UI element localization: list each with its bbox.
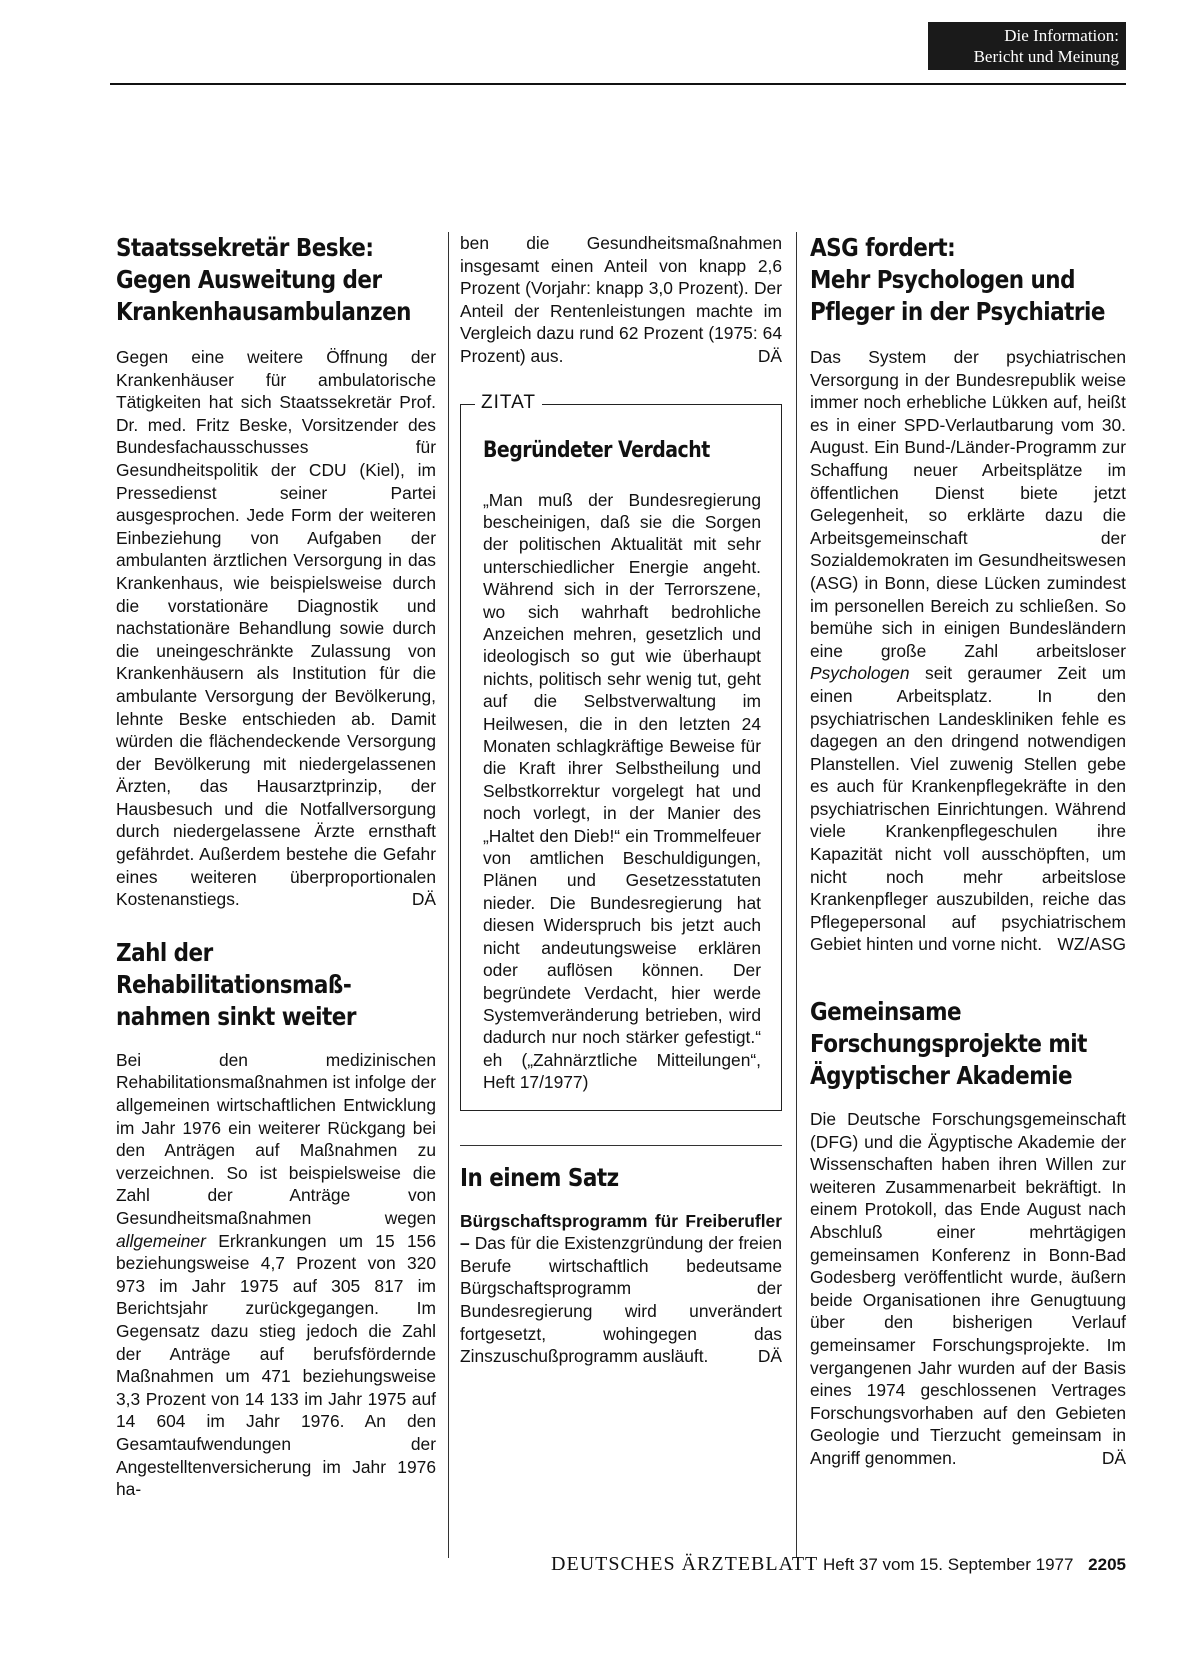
article-asg bbox=[810, 232, 1126, 956]
article-reha-body: Bei den medizinischen Rehabilitationsmaßnahmen ist infolge der allgemeinen wirtschaftlichen Entwicklung im Jahr 1976 ein weiterer Rückgang bei den Anträgen auf Maßnahmen zu verzeichnen. So ist beispielsweise die Zahl der Anträge von Gesundheitsmaßnahmen wegen allgemeiner Erkrankungen um 15 156 beziehungsweise 4,7 Prozent von 320 973 im Jahr 1975 auf 305 817 im Berichtsjahr zurückgegangen. Im Gegensatz dazu stieg jedoch die Zahl der Anträge auf berufsfördernde Maßnahmen um 471 beziehungsweise 3,3 Prozent von 14 133 im Jahr 1975 auf 14 604 im Jahr 1976. An den Gesamtaufwendungen der Angestelltenversicherung im Jahr 1976 ha- bbox=[116, 1049, 436, 1500]
column-2 bbox=[460, 232, 782, 1368]
article-asg-byline: WZ/ASG bbox=[1057, 934, 1126, 955]
column-divider-2 bbox=[796, 232, 797, 1558]
article-dfg-body: Die Deutsche Forschungsgemeinschaft (DFG) und die Ägyptische Akademie der Wissenschaften haben ihren Willen zur weiteren Zusammenarbeit bekräftigt. In einem Protokoll, das Ende August nach Abschluß einer mehrtägigen gemeinsamen Konferenz in Bonn-Bad Godesberg veröffentlicht wurde, äußern beide Organisationen ihre Genugtuung über den bisherigen Verlauf gemeinsamer Forschungsprojekte. Im vergangenen Jahr wurden auf der Basis eines 1974 geschlossenen Vertrages Forschungsvorhaben auf den Gebieten Geologie und Tierzucht gemeinsam in Angriff genommen. DÄ bbox=[810, 1109, 1126, 1468]
article-dfg-byline: DÄ bbox=[1101, 1447, 1126, 1468]
zitat-headline: Begründeter Verdacht bbox=[483, 437, 710, 463]
article-reha-continued: ben die Gesundheitsmaßnahmen insgesamt einen Anteil von knapp 2,6 Prozent (Vorjahr: knapp 3,0 Prozent). Der Anteil der Rentenleistungen machte im Vergleich dazu rund 62 Prozent (1975: 64 Prozent) aus. DÄ bbox=[460, 233, 782, 366]
article-reha bbox=[116, 937, 436, 1501]
column-divider-1 bbox=[448, 232, 449, 1558]
page-number: 2205 bbox=[1088, 1555, 1126, 1574]
section-label-line-2: Bericht und Meinung bbox=[973, 47, 1119, 66]
article-beske-byline: DÄ bbox=[411, 889, 436, 910]
article-dfg-headline: Gemeinsame Forschungsprojekte mit Ägyptischer Akademie bbox=[810, 997, 1087, 1091]
article-dfg bbox=[810, 996, 1126, 1470]
satz-rule bbox=[460, 1145, 782, 1146]
article-beske-body: Gegen eine weitere Öffnung der Krankenhäuser für ambulatorische Tätigkeiten hat sich Staatssekretär Prof. Dr. med. Fritz Beske, Vorsitzender des Bundesfachausschusses für Gesundheitspolitik der CDU (Kiel), im Pressedienst seiner Partei ausgesprochen. Jede Form der weiteren Einbeziehung von Aufgaben der ambulanten ärztlichen Versorgung in das Krankenhaus, wie beispielsweise durch die vorstationäre Diagnostik und nachstationäre Behandlung sowie durch die uneingeschränkte Zulassung von Krankenhäusern als Institution für die ambulante Versorgung der Bevölkerung, lehnte Beske entschieden ab. Damit würden die flächendeckende Versorgung der Bevölkerung mit niedergelassenen Ärzten, das Hausarztprinzip, der Hausbesuch und die Notfallversorgung durch niedergelassene Ärzte ernsthaft gefährdet. Außerdem bestehe die Gefahr eines weiteren überproportionalen Kostenanstiegs. DÄ bbox=[116, 347, 436, 910]
header-rule bbox=[110, 83, 1126, 85]
satz-byline: DÄ bbox=[757, 1346, 782, 1367]
section-label bbox=[928, 22, 1126, 70]
satz-body: Bürgschaftsprogramm für Freiberufler – Das für die Existenzgründung der freien Berufe wirtschaftlich bedeutsame Bürgschaftsprogramm der Bundesregierung wird unverändert fortgesetzt, wohingegen das Zinszuschußprogramm ausläuft. DÄ bbox=[460, 1210, 782, 1367]
section-label-line-1: Die Information: bbox=[1004, 26, 1119, 45]
zitat-label: ZITAT bbox=[475, 392, 542, 414]
article-asg-body: Das System der psychiatrischen Versorgung in der Bundesrepublik weise immer noch erhebliche Lükken auf, heißt es in einer SPD-Verlautbarung vom 30. August. Ein Bund-/Länder-Programm zur Schaffung neuer Arbeitsplätze im öffentlichen Dienst biete jetzt Gelegenheit, so erklärte dazu die Arbeitsgemeinschaft der Sozialdemokraten im Gesundheitswesen (ASG) in Bonn, diese Lücken zumindest im personellen Bereich zu schließen. So bemühe sich in einigen Bundesländern eine große Zahl arbeitsloser Psychologen seit geraumer Zeit um einen Arbeitsplatz. In den psychiatrischen Landeskliniken fehle es dagegen an den dringend notwendigen Planstellen. Viel zuwenig Stellen gebe es auch für Krankenpflegekräfte in den psychiatrischen Einrichtungen. Während viele Krankenpflegeschulen ihre Kapazität nicht voll ausschöpften, um nicht noch mehr arbeitslose Krankenpfleger auszubilden, reiche das Pflegepersonal auf psychiatrischem Gebiet hinten und vorne nicht. WZ/ASG bbox=[810, 347, 1126, 955]
journal-name: DEUTSCHES ÄRZTEBLATT bbox=[551, 1553, 819, 1575]
column-3 bbox=[810, 232, 1126, 1470]
article-asg-headline: ASG fordert: Mehr Psychologen und Pfleger in der Psychiatrie bbox=[810, 233, 1105, 326]
zitat-body: „Man muß der Bundesregierung bescheinigen, daß sie die Sorgen der politischen Aktualität mit sehr unterschiedlicher Energie angeht. Während sich in der Terrorszene, wo sich wahrhaft bedrohliche Anzeichen mehren, gesetzlich und ideologisch so gut wie überhaupt nichts, politisch sehr wenig tut, geht auf die Selbstverwaltung im Heilwesen, die in den letzten 24 Monaten schlagkräftige Beweise für die Kraft ihrer Selbstheilung und Selbstkorrektur vorgelegt hat und noch vorlegt, in der Manier des „Haltet den Dieb!“ ein Trommelfeuer von amtlichen Beschuldigungen, Plänen und Gesetzesstatuten nieder. Die Bundesregierung hat diesen Widerspruch bis jetzt auch nicht andeutungsweise erklären oder auflösen können. Der begründete Verdacht, hier werde Systemveränderung betrieben, wird dadurch nur noch stärker gefestigt.“ eh („Zahnärztliche Mitteilungen“, Heft 17/1977) bbox=[483, 489, 761, 1093]
article-beske bbox=[116, 232, 436, 911]
article-reha-byline: DÄ bbox=[757, 345, 782, 366]
issue-info: Heft 37 vom 15. September 1977 bbox=[823, 1555, 1074, 1574]
column-1 bbox=[116, 232, 436, 1501]
page-footer bbox=[424, 1553, 1126, 1576]
satz-lead: Bürgschaftsprogramm für Freiberufler – bbox=[460, 1210, 782, 1254]
satz-headline: In einem Satz bbox=[460, 1162, 619, 1192]
article-reha-headline: Zahl der Rehabilitationsmaß- nahmen sinkt weiter bbox=[116, 937, 356, 1031]
zitat-box bbox=[460, 391, 782, 1111]
article-beske-headline: Staatssekretär Beske: Gegen Ausweitung der Krankenhausambulanzen bbox=[116, 233, 411, 326]
